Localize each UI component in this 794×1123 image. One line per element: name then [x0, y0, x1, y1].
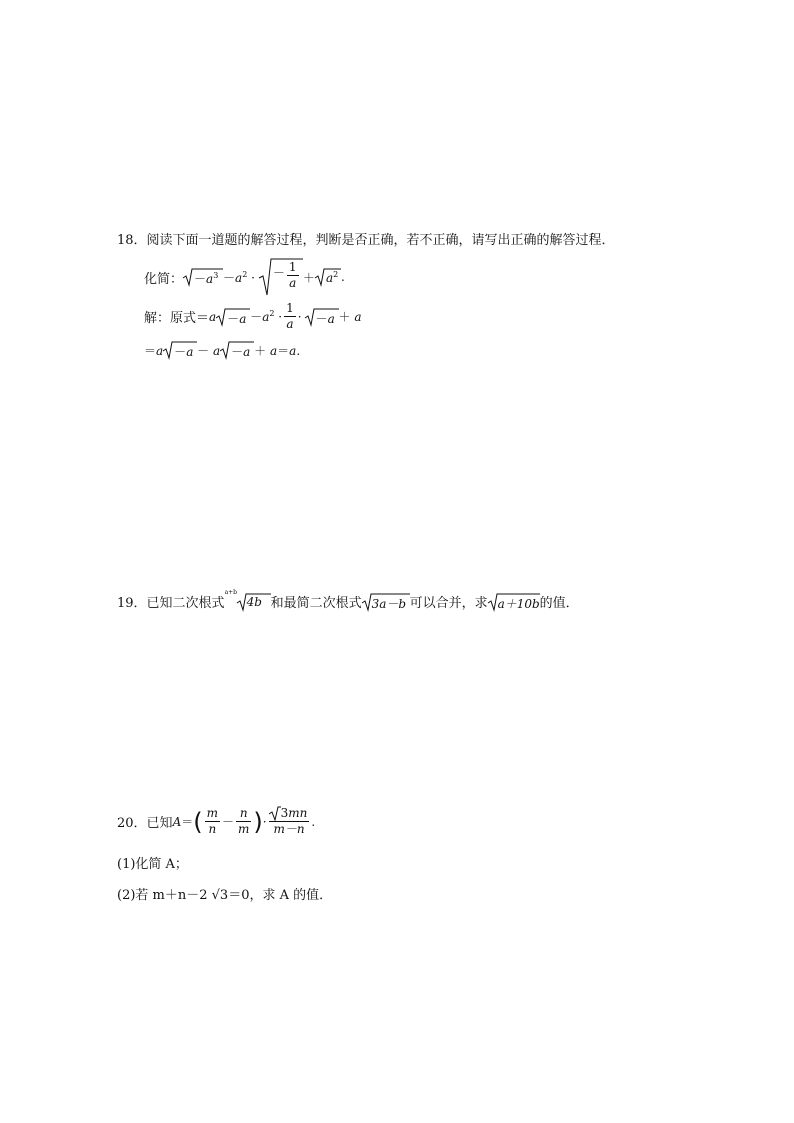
q18-solution-line — [144, 301, 362, 332]
q19-part2: 和最简二次根式 — [270, 596, 362, 611]
q20-number: 20． — [117, 816, 147, 831]
q19-part4: 的值． — [539, 596, 579, 611]
q20-line — [117, 806, 315, 837]
q18-step1-expression: a －a $-a^2$ · $\frac{1}{a}$ · －a ＋ a — [209, 301, 362, 331]
q18-simplify-label: 化简： — [144, 271, 184, 287]
q20-intro: 已知 — [146, 816, 173, 831]
q18-solution-label: 解：原式＝ — [144, 311, 210, 326]
sqrt-neg-frac: － $\frac{1}{a}$ — [259, 258, 303, 296]
sqrt-neg-a3: $-a^3$ — [183, 268, 223, 286]
q18-simplify-line — [144, 258, 345, 296]
q19-radical-1 — [224, 588, 271, 611]
q19-radical-2-content: 3a－b — [371, 596, 407, 611]
sqrt-neg-a: －a — [216, 308, 250, 326]
q20-part1: (1)化简 A； — [117, 857, 188, 872]
q19-part1: 已知二次根式 — [146, 596, 225, 611]
sqrt-a2: $a^2$ — [315, 268, 341, 286]
q18-text: 阅读下面一道题的解答过程，判断是否正确，若不正确，请写出正确的解答过程． — [146, 233, 615, 248]
q18-simplify-expression: $-a^3$ $-a^2$ · － $\frac{1}{a}$ ＋ $a^2$ . — [183, 258, 345, 296]
sqrt-neg-a-3: －a — [163, 341, 197, 359]
sqrt-neg-a-4: －a — [220, 341, 254, 359]
q18-number: 18． — [117, 233, 147, 248]
q20-expression: A ＝ ( $\frac{m}{n}$ － $\frac{n}{m}$ ) · $\frac{3mn}{m-n}$ . — [172, 806, 316, 836]
q19-number: 19． — [117, 596, 147, 611]
q19-part3: 可以合并，求 — [409, 596, 488, 611]
q19-line — [117, 588, 579, 611]
q18-line — [117, 229, 615, 248]
q19-radical-3-content: a＋10b — [497, 596, 540, 611]
q19-radical-1-content: 4b — [246, 594, 262, 609]
q19-radical-1-index: a+b — [224, 588, 238, 596]
q18-step2-line: ＝a －a － a －a ＋ a＝a. — [144, 341, 300, 359]
q19-radical-3 — [488, 593, 540, 611]
sqrt-neg-a-2: －a — [305, 308, 339, 326]
q19-radical-2 — [362, 593, 410, 611]
q20-part2: (2)若 m＋n－2 √3＝0，求 A 的值． — [117, 888, 333, 903]
